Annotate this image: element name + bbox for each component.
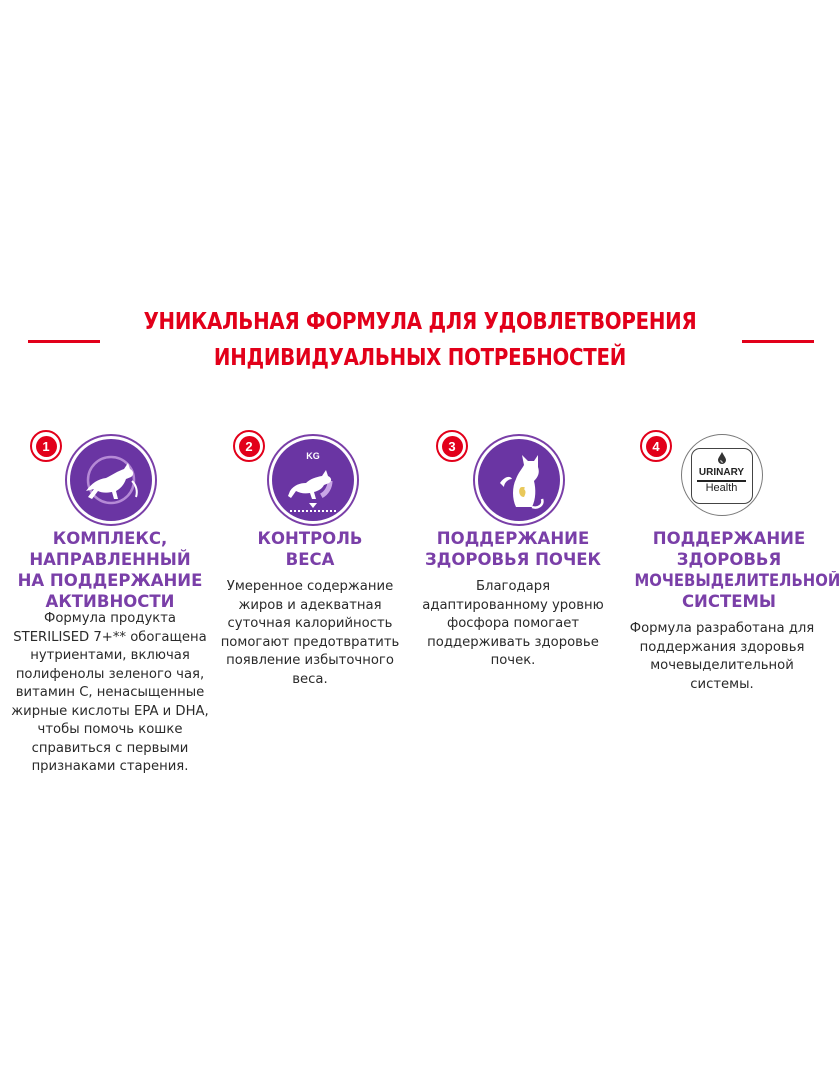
number-badge: 4	[640, 430, 672, 462]
feature-heading: КОМПЛЕКС, НАПРАВЛЕННЫЙ НА ПОДДЕРЖАНИЕ АКТИВНОСТИ	[17, 529, 203, 611]
drop-icon	[716, 451, 728, 465]
number-badge: 1	[30, 430, 62, 462]
feature-activity	[5, 420, 215, 800]
feature-kidney	[408, 420, 618, 800]
page-title-line-2: ИНДИВИДУАЛЬНЫХ ПОТРЕБНОСТЕЙ	[213, 345, 627, 371]
header	[0, 300, 840, 390]
number-badge: 3	[436, 430, 468, 462]
feature-heading: КОНТРОЛЬ ВЕСА	[257, 529, 363, 569]
urinary-health-icon: URINARY Health	[681, 434, 763, 516]
feature-description: Умеренное содержание жиров и адекватная суточная калорийность помогают предотвратить появление избыточного веса.	[220, 579, 400, 687]
kidney-cat-icon	[473, 434, 565, 526]
feature-heading: ПОДДЕРЖАНИЕ ЗДОРОВЬЯ МОЧЕВЫДЕЛИТЕЛЬНОЙ СИСТЕМЫ	[634, 529, 840, 611]
feature-description: Формула разработана для поддержания здоровья мочевыделительной системы.	[629, 621, 815, 692]
feature-urinary	[612, 420, 840, 800]
svg-text:KG: KG	[306, 451, 320, 461]
feature-weight	[205, 420, 415, 800]
feature-description: Благодаря адаптированному уровню фосфора помогает поддерживать здоровье почек.	[422, 579, 604, 668]
number-badge: 2	[233, 430, 265, 462]
feature-description: Формула продукта STERILISED 7+** обогащена нутриентами, включая полифенолы зеленого чая, витамин С, ненасыщенные жирные кислоты EPA и DHA, чтобы помочь кошке справиться с первыми признаками старения.	[11, 611, 209, 774]
page-title-line-1: УНИКАЛЬНАЯ ФОРМУЛА ДЛЯ УДОВЛЕТВОРЕНИЯ	[143, 309, 697, 335]
weight-control-icon	[267, 434, 359, 526]
active-cat-icon	[65, 434, 157, 526]
feature-heading: ПОДДЕРЖАНИЕ ЗДОРОВЬЯ ПОЧЕК	[424, 529, 602, 569]
